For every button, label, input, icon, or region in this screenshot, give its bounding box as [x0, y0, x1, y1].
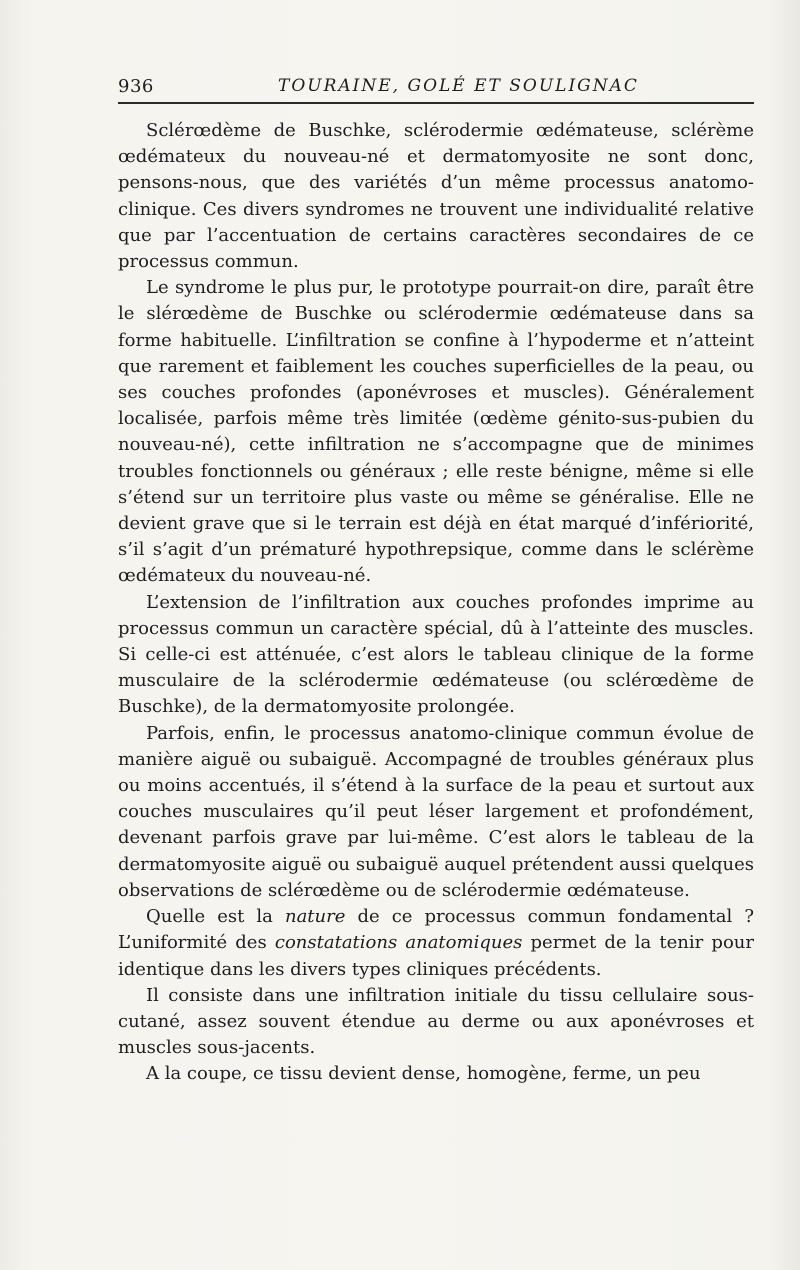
paragraph-7: A la coupe, ce tissu devient dense, homogène, ferme, un peu [146, 1063, 701, 1085]
paragraph-4: Parfois, enfin, le processus anatomo-clinique commun évolue de manière aiguë ou subaiguë. Accompagné de troubles généraux plus ou moins accentués, il s’étend à la surface de la peau et surtout aux couches musculaires qu’il peut léser largement et profondément, devenant parfois grave par lui-même. C’est alors le tableau de la dermatomyosite aiguë ou subaiguë auquel prétendent aussi quelques observations de sclérœdème ou de sclérodermie œdémateuse. [118, 722, 754, 901]
paragraph-1: Sclérœdème de Buschke, sclérodermie œdémateuse, sclérème œdémateux du nouveau-né et dermatomyosite ne sont donc, pensons-nous, que des variétés d’un même processus anatomo-clinique. Ces divers syndromes ne trouvent une individualité relative que par l’accentuation de certains caractères secondaires de ce processus commun. [118, 120, 754, 273]
italic-nature: nature [284, 906, 346, 928]
paragraph-5-text-1: Quelle est la [146, 906, 285, 928]
paragraph-5-text-3: permet de la tenir pour identique dans les divers types cliniques précédents. [118, 932, 754, 980]
paragraph-6: Il consiste dans une infiltration initiale du tissu cellulaire sous-cutané, assez souvent étendue au derme ou aux aponévroses et muscles sous-jacents. [118, 984, 754, 1059]
paragraph-3: L’extension de l’infiltration aux couches profondes imprime au processus commun un caractère spécial, dû à l’atteinte des muscles. Si celle-ci est atténuée, c’est alors le tableau clinique de la forme musculaire de la sclérodermie œdémateuse (ou sclérœdème de Buschke), de la dermatomyosite prolongée. [118, 591, 754, 718]
body-text [118, 118, 754, 1088]
italic-constatations-anatomiques: constatations anatomiques [274, 932, 523, 954]
paragraph-5-text-2: de ce processus commun fondamental ? L’uniformité des [118, 906, 754, 954]
running-title: TOURAINE, GOLÉ ET SOULIGNAC [278, 76, 639, 96]
paragraph-2: Le syndrome le plus pur, le prototype pourrait-on dire, paraît être le slérœdème de Buschke ou sclérodermie œdémateuse dans sa forme habituelle. L’infiltration se confine à l’hypoderme et n’atteint que rarement et faiblement les couches superficielles de la peau, ou ses couches profondes (aponévroses et muscles). Généralement localisée, parfois même très limitée (œdème génito-sus-pubien du nouveau-né), cette infiltration ne s’accompagne que de minimes troubles fonctionnels ou généraux ; elle reste bénigne, même si elle s’étend sur un territoire plus vaste ou même se généralise. Elle ne devient grave que si le terrain est déjà en état marqué d’infériorité, s’il s’agit d’un prématuré hypothrepsique, comme dans le sclérème œdémateux du nouveau-né. [118, 277, 754, 587]
page-number: 936 [118, 76, 154, 97]
page-header [118, 72, 754, 104]
paragraph-5 [118, 904, 754, 983]
